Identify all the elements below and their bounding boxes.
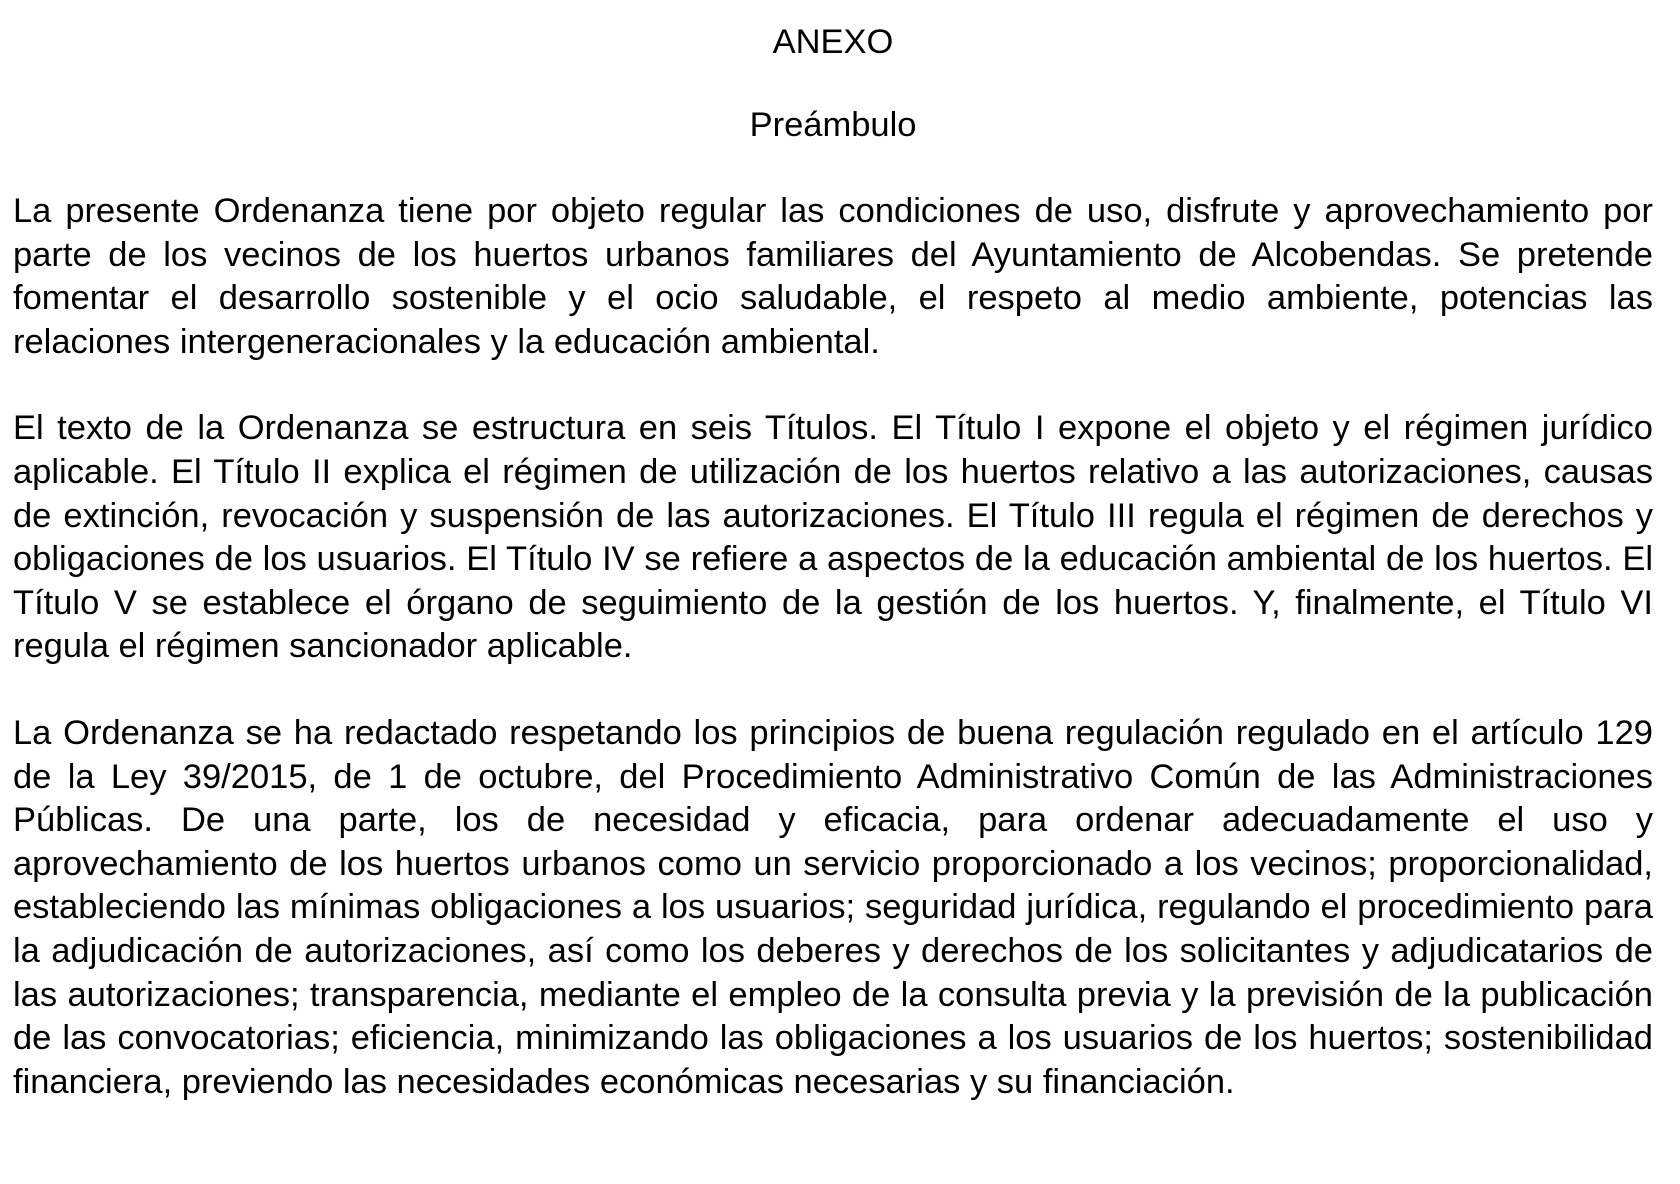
document-page xyxy=(13,0,1653,1104)
paragraph-objeto: La presente Ordenanza tiene por objeto regular las condiciones de uso, disfrute y aprovechamiento por parte de los vecinos de los huertos urbanos familiares del Ayuntamiento de Alcobendas. Se pretende fomentar el desarrollo sostenible y el ocio saludable, el respeto al medio ambiente, potencias las relaciones intergeneracionales y la educación ambiental. xyxy=(13,192,1653,361)
document-subtitle: Preámbulo xyxy=(749,106,917,144)
paragraph-estructura: El texto de la Ordenanza se estructura en seis Títulos. El Título I expone el objeto y el régimen jurídico aplicable. El Título II explica el régimen de utilización de los huertos relativo a las autorizaciones, causas de extinción, revocación y suspensión de las autorizaciones. El Título III regula el régimen de derechos y obligaciones de los usuarios. El Título IV se refiere a aspectos de la educación ambiental de los huertos. El Título V se establece el órgano de seguimiento de la gestión de los huertos. Y, finalmente, el Título VI regula el régimen sancionador aplicable. xyxy=(13,409,1653,666)
paragraph-principios: La Ordenanza se ha redactado respetando los principios de buena regulación regulado en el artículo 129 de la Ley 39/2015, de 1 de octubre, del Procedimiento Administrativo Común de las Administraciones Públicas. De una parte, los de necesidad y eficacia, para ordenar adecuadamente el uso y aprovechamiento de los huertos urbanos como un servicio proporcionado a los vecinos; proporcionalidad, estableciendo las mínimas obligaciones a los usuarios; seguridad jurídica, regulando el procedimiento para la adjudicación de autorizaciones, así como los deberes y derechos de los solicitantes y adjudicatarios de las autorizaciones; transparencia, mediante el empleo de la consulta previa y la previsión de la publicación de las convocatorias; eficiencia, minimizando las obligaciones a los usuarios de los huertos; sostenibilidad financiera, previendo las necesidades económicas necesarias y su financiación. xyxy=(13,713,1653,1101)
document-title: ANEXO xyxy=(772,23,894,61)
